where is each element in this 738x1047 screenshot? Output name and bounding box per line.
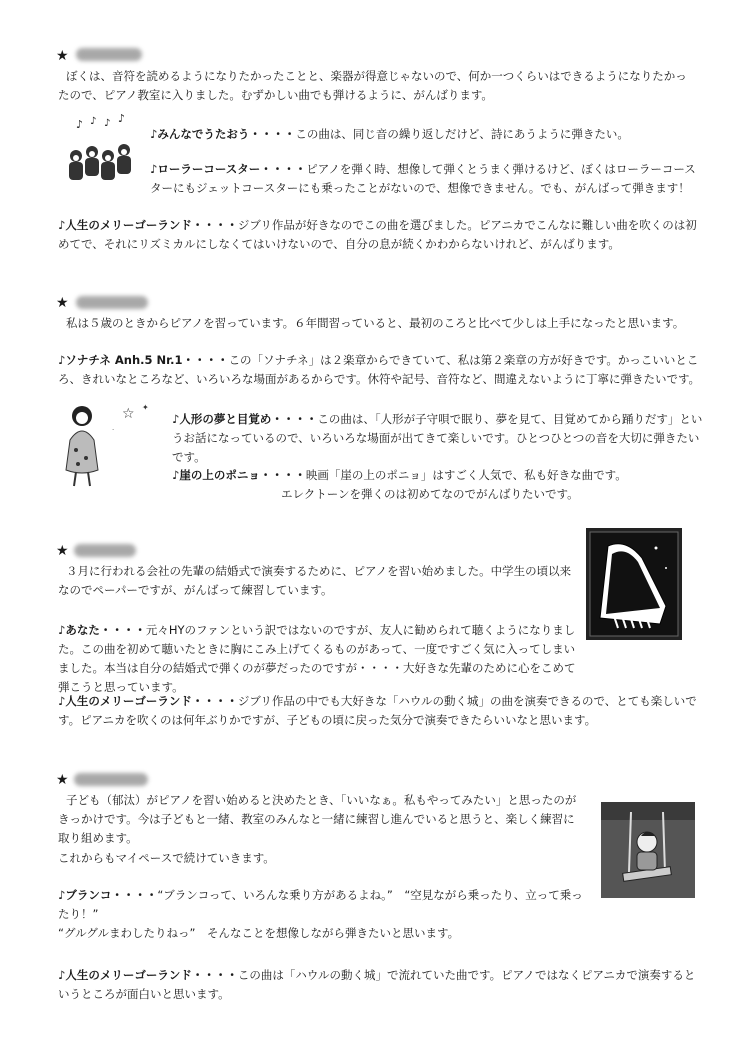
song-ningyo bbox=[172, 410, 706, 467]
svg-text:♪: ♪ bbox=[104, 118, 111, 129]
song-anata bbox=[58, 621, 578, 697]
section4-intro: 子ども（郁汰）がピアノを習い始めると決めたとき、「いいなぁ。私もやってみたい」と思ったのがきっかけです。今は子どもと一緒、教室のみんなと一緒に練習し進んでいると思うと、楽しく練習に取り組めます。 bbox=[58, 793, 577, 845]
song-buranko-line2: “グルグルまわしたりねっ” そんなことを想像しながら弾きたいと思います。 bbox=[58, 926, 460, 940]
song-text: この曲は、「人形が子守唄で眠り、夢を見て、目覚めてから踊りだす」というお話になっているので、いろいろな場面が出てきて楽しいです。ひとつひとつの音を大切に弾きたいです。 bbox=[172, 412, 703, 464]
song-text: ジブリ作品の中でも大好きな「ハウルの動く城」の曲を演奏できるので、とても楽しいです。ピアニカを吹くのは何年ぶりかですが、子どもの頃に戻った気分で演奏できたらいいなと思います。 bbox=[58, 694, 697, 727]
song-text: 元々HYのファンという訳ではないのですが、友人に勧められて聴くようになりました。この曲を初めて聴いたときに胸にこみ上げてくるものがあって、一度ですごく気に入ってしまいました。本当は自分の結婚式で弾くのが夢だったのですが・・・・大好きな先輩のために心をこめて弾こうと思っています。 bbox=[58, 623, 576, 694]
svg-text:☆: ☆ bbox=[122, 406, 135, 422]
song-text: 映画「崖の上のポニョ」はすごく人気で、私も好きな曲です。 bbox=[305, 468, 627, 482]
song-roller-coaster bbox=[150, 160, 706, 198]
song-sonatine bbox=[58, 351, 703, 389]
song-merry-go-round-3 bbox=[58, 966, 703, 1004]
star-icon: ★ bbox=[56, 295, 69, 311]
song-title: ♪ローラーコースター・・・・ bbox=[150, 162, 307, 176]
song-ponyo bbox=[172, 466, 706, 485]
song-text: この曲は、同じ音の繰り返しだけど、詩にあうように弾きたい。 bbox=[295, 127, 629, 141]
star-icon: ★ bbox=[56, 48, 69, 64]
song-text: この曲は「ハウルの動く城」で流れていた曲です。ピアノではなくピアニカで演奏するというところが面白いと思います。 bbox=[58, 968, 696, 1001]
song-text: この「ソナチネ」は２楽章からできていて、私は第２楽章の方が好きです。かっこいいところ、きれいなところなど、いろいろな場面があるからです。休符や記号、音符など、間違えないように丁寧に弾きたいです。 bbox=[58, 353, 701, 386]
song-title: ♪人生のメリーゴーランド・・・・ bbox=[58, 694, 238, 708]
song-merry-go-round-1 bbox=[58, 216, 703, 254]
song-text: ピアノを弾く時、想像して弾くとうまく弾けるけど、ぼくはローラーコースターにもジェットコースターにも乗ったことがないので、想像できません。でも、がんばって弾きます！ bbox=[150, 162, 696, 195]
svg-text:♪: ♪ bbox=[76, 118, 84, 131]
doll-illustration bbox=[62, 400, 162, 492]
redacted-name bbox=[74, 544, 136, 557]
svg-text:✦: ✦ bbox=[142, 403, 149, 412]
song-title: ♪みんなでうたおう・・・・ bbox=[150, 127, 296, 141]
song-text: ジブリ作品が好きなのでこの曲を選びました。ピアニカでこんなに難しい曲を吹くのは初めてで、それにリズミカルにしなくてはいけないので、自分の息が続くかわからないけれど、がんばります。 bbox=[58, 218, 697, 251]
song-title: ♪人生のメリーゴーランド・・・・ bbox=[58, 218, 238, 232]
redacted-name bbox=[76, 48, 142, 61]
song-merry-go-round-2 bbox=[58, 692, 703, 730]
song-title: ♪人生のメリーゴーランド・・・・ bbox=[58, 968, 238, 982]
song-title: ♪人形の夢と目覚め・・・・ bbox=[172, 412, 318, 426]
song-title: ♪ソナチネ Anh.5 Nr.1・・・・ bbox=[58, 353, 229, 367]
section3-intro: ３月に行われる会社の先輩の結婚式で演奏するために、ピアノを習い始めました。中学生の頃以来なのでペーパーですが、がんばって練習しています。 bbox=[58, 564, 572, 597]
grand-piano-illustration bbox=[586, 528, 682, 640]
svg-text:♪: ♪ bbox=[90, 116, 97, 127]
swing-illustration bbox=[601, 802, 695, 898]
song-title: ♪ブランコ・・・・ bbox=[58, 888, 158, 902]
section4-intro-line2: これからもマイペースで続けていきます。 bbox=[58, 851, 275, 865]
song-title: ♪崖の上のポニョ・・・・ bbox=[172, 468, 306, 482]
section1-intro: ぼくは、音符を読めるようになりたかったことと、楽器が得意じゃないので、何か一つくらいはできるようになりたかったので、ピアノ教室に入りました。むずかしい曲でも弾けるように、がんばります。 bbox=[58, 69, 687, 102]
star-icon: ★ bbox=[56, 772, 69, 788]
song-minnade bbox=[150, 125, 710, 144]
redacted-name bbox=[74, 773, 148, 786]
svg-text:·: · bbox=[112, 426, 115, 434]
song-text: “ブランコって、いろんな乗り方があるよね。” “空見ながら乗ったり、立って乗ったり！” bbox=[58, 888, 583, 921]
song-ponyo-line2: エレクトーンを弾くのは初めてなのでがんばりたいです。 bbox=[281, 487, 579, 501]
song-title: ♪あなた・・・・ bbox=[58, 623, 146, 637]
star-icon: ★ bbox=[56, 543, 69, 559]
singing-children-illustration bbox=[62, 112, 144, 194]
svg-text:♪: ♪ bbox=[118, 112, 126, 125]
section2-intro: 私は５歳のときからピアノを習っています。６年間習っていると、最初のころと比べて少しは上手になったと思います。 bbox=[66, 316, 685, 330]
redacted-name bbox=[76, 296, 148, 309]
song-buranko bbox=[58, 886, 588, 924]
